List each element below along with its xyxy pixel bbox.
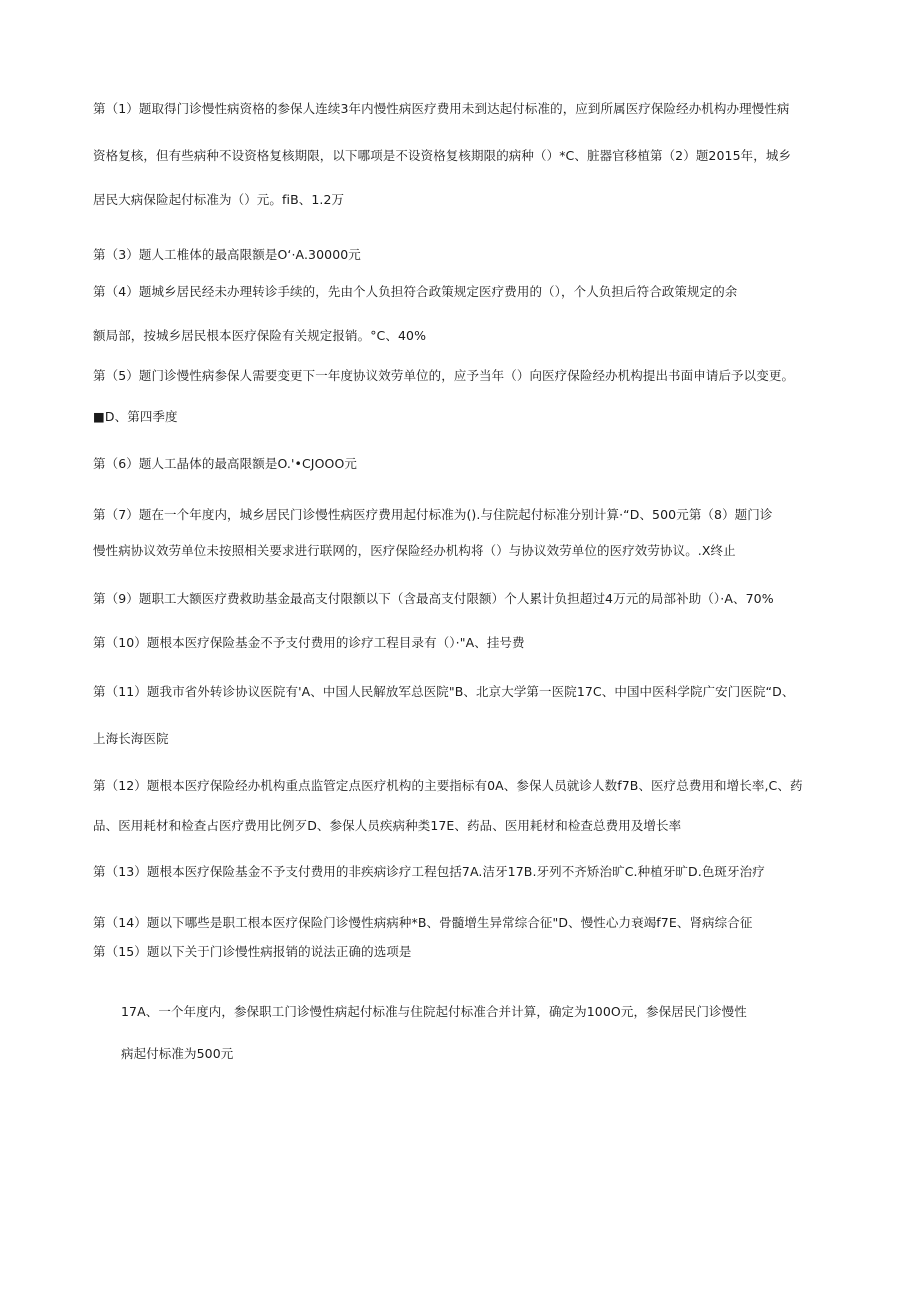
text-line-q6: 第（6）题人工晶体的最高限额是O.'•CJOOO元 — [93, 456, 357, 471]
text-line-q15-option-a: 17A、一个年度内，参保职工门诊慢性病起付标准与住院起付标准合并计算，确定为100O元，参保居民门诊慢性 — [121, 1004, 747, 1019]
text-line-q8: 慢性病协议效劳单位未按照相关要求进行联网的，医疗保险经办机构将（）与协议效劳单位的医疗效劳协议。.X终止 — [93, 543, 736, 558]
text-line-q11-b: 上海长海医院 — [93, 731, 169, 746]
text-line-q12-a: 第（12）题根本医疗保险经办机构重点监管定点医疗机构的主要指标有0A、参保人员就诊人数f7B、医疗总费用和增长率,C、药 — [93, 778, 803, 793]
text-line-q2: 居民大病保险起付标准为（）元。fiB、1.2万 — [93, 192, 345, 207]
text-line-q7-a: 第（7）题在一个年度内，城乡居民门诊慢性病医疗费用起付标准为().与住院起付标准分别计算·“D、500元第（8）题门诊 — [93, 507, 773, 522]
text-line-q12-b: 品、医用耗材和检查占医疗费用比例歹D、参保人员疾病种类17E、药品、医用耗材和检查总费用及增长率 — [93, 818, 682, 833]
text-line-q3: 第（3）题人工椎体的最高限额是O‘·A.30000元 — [93, 247, 361, 262]
text-line-q1-b: 资格复核，但有些病种不设资格复核期限，以下哪项是不设资格复核期限的病种（）*C、脏器官移植第（2）题2015年，城乡 — [93, 148, 792, 163]
text-line-q5-b: ■D、第四季度 — [93, 409, 178, 424]
text-line-q14: 第（14）题以下哪些是职工根本医疗保险门诊慢性病病种*B、骨髓增生异常综合征"D、慢性心力衰竭f7E、肾病综合征 — [93, 915, 753, 930]
text-line-q4-a: 第（4）题城乡居民经未办理转诊手续的，先由个人负担符合政策规定医疗费用的（），个人负担后符合政策规定的余 — [93, 284, 738, 299]
text-line-q15-option-a-cont: 病起付标准为500元 — [121, 1046, 234, 1061]
text-line-q5-a: 第（5）题门诊慢性病参保人需要变更下一年度协议效劳单位的，应予当年（）向医疗保险经办机构提出书面申请后予以变更。 — [93, 368, 795, 383]
text-line-q9: 第（9）题职工大额医疗费救助基金最高支付限额以下（含最高支付限额）个人累计负担超过4万元的局部补助（）·A、70% — [93, 591, 774, 606]
text-line-q11-a: 第（11）题我市省外转诊协议医院有'A、中国人民解放军总医院"B、北京大学第一医院17C、中国中医科学院广安门医院“D、 — [93, 684, 795, 699]
text-line-q1-a: 第（1）题取得门诊慢性病资格的参保人连续3年内慢性病医疗费用未到达起付标准的，应到所属医疗保险经办机构办理慢性病 — [93, 101, 790, 116]
text-line-q13: 第（13）题根本医疗保险基金不予支付费用的非疾病诊疗工程包括7A.洁牙17B.牙列不齐矫治旷C.种植牙旷D.色斑牙治疗 — [93, 864, 765, 879]
text-line-q10: 第（10）题根本医疗保险基金不予支付费用的诊疗工程目录有（）·"A、挂号费 — [93, 635, 525, 650]
text-line-q4-b: 额局部，按城乡居民根本医疗保险有关规定报销。°C、40% — [93, 328, 427, 343]
text-line-q15: 第（15）题以下关于门诊慢性病报销的说法正确的选项是 — [93, 944, 412, 959]
